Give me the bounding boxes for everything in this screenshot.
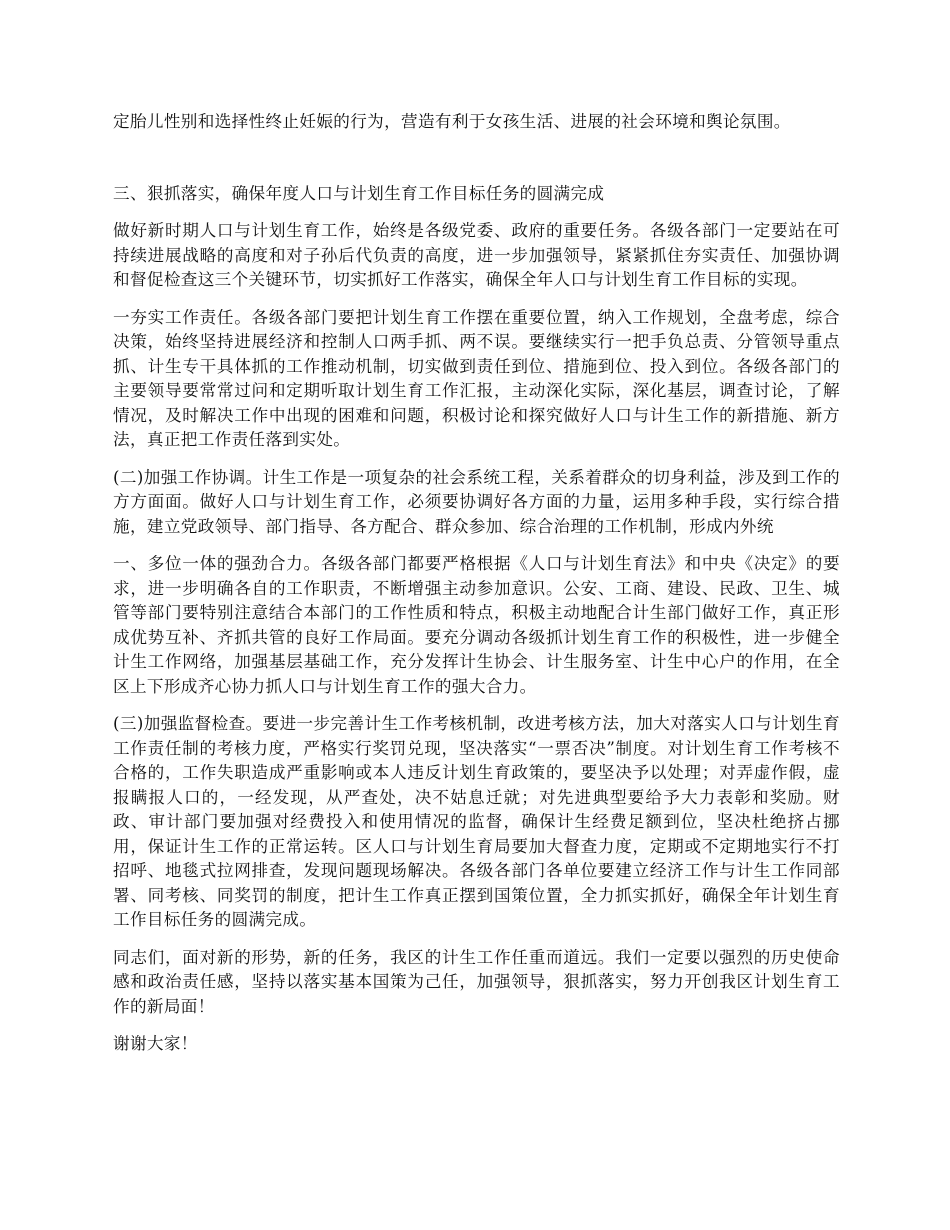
paragraph-conclusion: 同志们，面对新的形势，新的任务，我区的计生工作任重而道远。我们一定要以强烈的历史使命感和政治责任感，坚持以落实基本国策为己任，加强领导，狠抓落实，努力开创我区计划生育工作的新局面！ [113,947,840,1016]
paragraph-intro: 做好新时期人口与计划生育工作，始终是各级党委、政府的重要任务。各级各部门一定要站在可持续进展战略的高度和对子孙后代负责的高度，进一步加强领导，紧紧抓住夯实责任、加强协调和督促检查这三个关键环节，切实抓好工作落实，确保全年人口与计划生育工作目标的实现。 [113,221,840,289]
document-body [113,110,840,1070]
paragraph-coordination: (二)加强工作协调。计生工作是一项复杂的社会系统工程，关系着群众的切身利益，涉及到工作的方方面面。做好人口与计划生育工作，必须要协调好各方面的力量，运用多种手段，实行综合措施，建立党政领导、部门指导、各方配合、群众参加、综合治理的工作机制，形成内外统 [113,467,840,536]
section-heading-three: 三、狠抓落实，确保年度人口与计划生育工作目标任务的圆满完成 [113,183,605,203]
paragraph-responsibility: 一夯实工作责任。各级各部门要把计划生育工作摆在重要位置，纳入工作规划，全盘考虑，综合决策，始终坚持进展经济和控制人口两手抓、两不误。要继续实行一把手负总责、分管领导重点抓、计生专干具体抓的工作推动机制，切实做到责任到位、措施到位、投入到位。各级各部门的主要领导要常常过问和定期听取计划生育工作汇报，主动深化实际，深化基层，调查讨论，了解情况，及时解决工作中出现的困难和问题，积极讨论和探究做好人口与计生工作的新措施、新方法，真正把工作责任落到实处。 [113,307,840,449]
paragraph-supervision: (三)加强监督检查。要进一步完善计生工作考核机制，改进考核方法，加大对落实人口与计划生育工作责任制的考核力度，严格实行奖罚兑现，坚决落实“一票否决”制度。对计划生育工作考核不合格的，工作失职造成严重影响或本人违反计划生育政策的，要坚决予以处理；对弄虚作假，虚报瞒报人口的，一经发现，从严查处，决不姑息迁就；对先进典型要给予大力表彰和奖励。财政、审计部门要加强对经费投入和使用情况的监督，确保计生经费足额到位，坚决杜绝挤占挪用，保证计生工作的正常运转。区人口与计划生育局要加大督查力度，定期或不定期地实行不打招呼、地毯式拉网排查，发现问题现场解决。各级各部门各单位要建立经济工作与计生工作同部署、同考核、同奖罚的制度，把计生工作真正摆到国策位置，全力抓实抓好，确保全年计划生育工作目标任务的圆满完成。 [113,714,840,929]
paragraph-continuation: 定胎儿性别和选择性终止妊娠的行为，营造有利于女孩生活、进展的社会环境和舆论氛围。 [113,112,791,131]
paragraph-thanks: 谢谢大家！ [113,1034,198,1053]
paragraph-joint-force: 一、多位一体的强劲合力。各级各部门都要严格根据《人口与计划生育法》和中央《决定》的要求，进一步明确各自的工作职责，不断增强主动参加意识。公安、工商、建设、民政、卫生、城管等部门要特别注意结合本部门的工作性质和特点，积极主动地配合计生部门做好工作，真正形成优势互补、齐抓共管的良好工作局面。要充分调动各级抓计划生育工作的积极性，进一步健全计生工作网络，加强基层基础工作，充分发挥计生协会、计生服务室、计生中心户的作用，在全区上下形成齐心协力抓人口与计划生育工作的强大合力。 [113,554,840,696]
